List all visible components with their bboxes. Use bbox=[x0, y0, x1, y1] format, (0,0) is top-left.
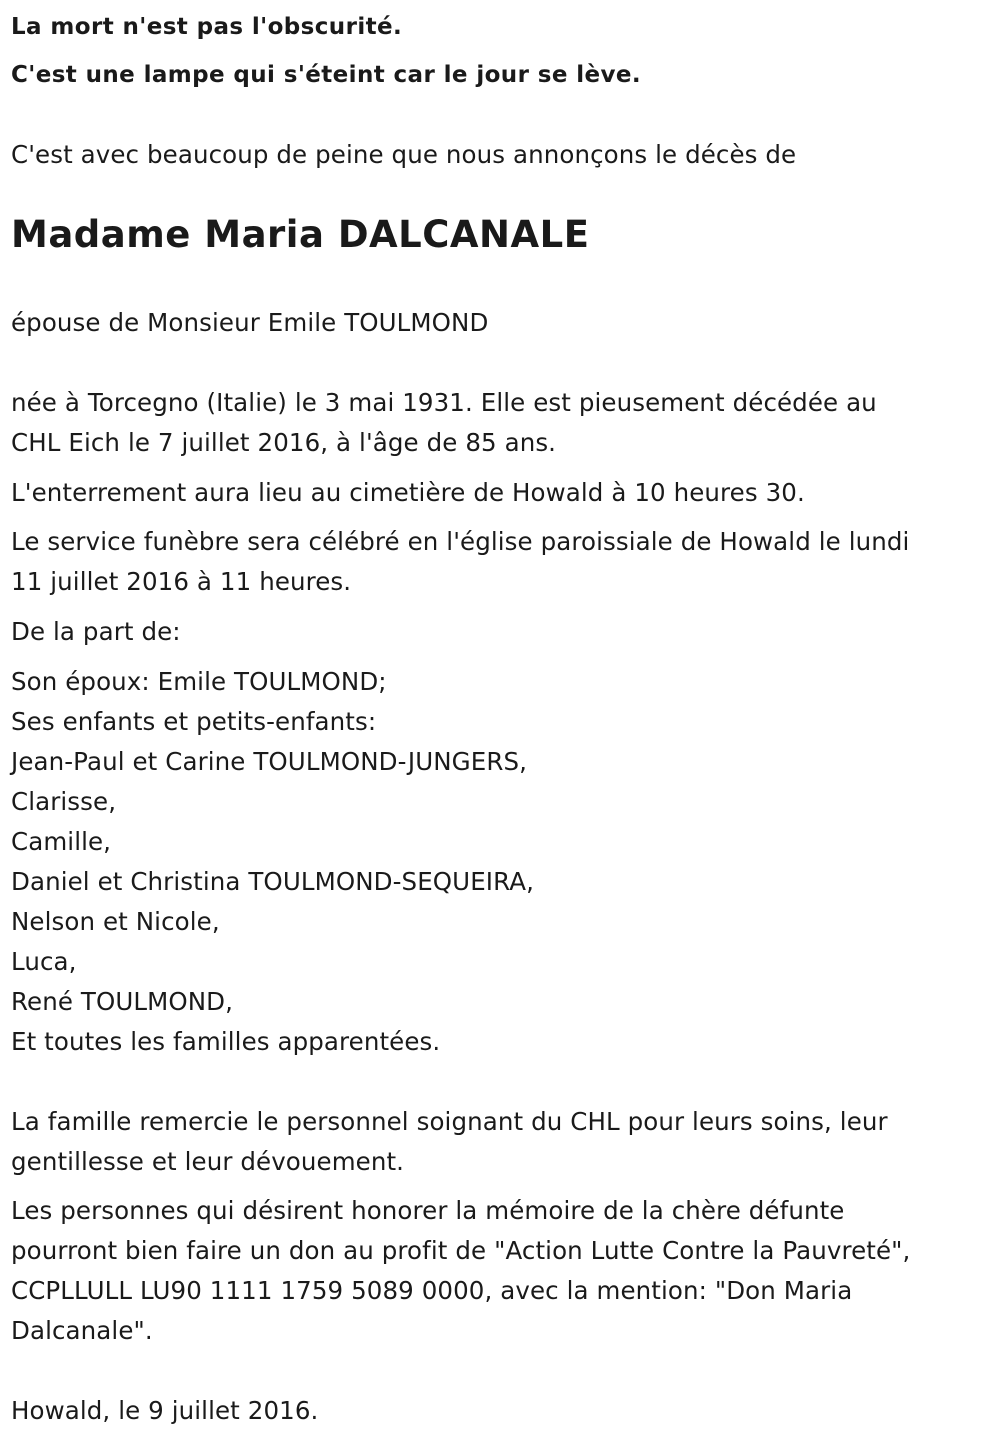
family-line: Camille, bbox=[11, 827, 112, 856]
thanks-line-2: gentillesse et leur dévouement. bbox=[11, 1147, 405, 1176]
donation-line-3: CCPLLULL LU90 1111 1759 5089 0000, avec la mention: "Don Maria bbox=[11, 1276, 853, 1305]
donation-line-4: Dalcanale". bbox=[11, 1316, 153, 1345]
donation-line-1: Les personnes qui désirent honorer la mémoire de la chère défunte bbox=[11, 1196, 845, 1225]
family-line: Daniel et Christina TOULMOND-SEQUEIRA, bbox=[11, 867, 534, 896]
service-line-1: Le service funèbre sera célébré en l'église paroissiale de Howald le lundi bbox=[11, 527, 910, 556]
deceased-name: Madame Maria DALCANALE bbox=[11, 213, 590, 256]
burial-text: L'enterrement aura lieu au cimetière de Howald à 10 heures 30. bbox=[11, 478, 805, 507]
family-line: Jean-Paul et Carine TOULMOND-JUNGERS, bbox=[11, 747, 528, 776]
family-line: René TOULMOND, bbox=[11, 987, 234, 1016]
family-line: Nelson et Nicole, bbox=[11, 907, 220, 936]
birth-line-2: CHL Eich le 7 juillet 2016, à l'âge de 85 ans. bbox=[11, 428, 557, 457]
epigraph-line-2: C'est une lampe qui s'éteint car le jour se lève. bbox=[11, 62, 642, 88]
family-line: Luca, bbox=[11, 947, 77, 976]
thanks-line-1: La famille remercie le personnel soignant du CHL pour leurs soins, leur bbox=[11, 1107, 888, 1136]
family-line: Son époux: Emile TOULMOND; bbox=[11, 667, 387, 696]
donation-line-2: pourront bien faire un don au profit de "Action Lutte Contre la Pauvreté", bbox=[11, 1236, 911, 1265]
family-line: Clarisse, bbox=[11, 787, 117, 816]
epigraph-line-1: La mort n'est pas l'obscurité. bbox=[11, 14, 403, 40]
family-line: Et toutes les familles apparentées. bbox=[11, 1027, 441, 1056]
birth-line-1: née à Torcegno (Italie) le 3 mai 1931. Elle est pieusement décédée au bbox=[11, 388, 877, 417]
service-line-2: 11 juillet 2016 à 11 heures. bbox=[11, 567, 352, 596]
intro-text: C'est avec beaucoup de peine que nous annonçons le décès de bbox=[11, 140, 797, 169]
closing-place-date: Howald, le 9 juillet 2016. bbox=[11, 1396, 319, 1425]
from-label: De la part de: bbox=[11, 617, 181, 646]
family-line: Ses enfants et petits-enfants: bbox=[11, 707, 377, 736]
spouse-text: épouse de Monsieur Emile TOULMOND bbox=[11, 308, 489, 337]
